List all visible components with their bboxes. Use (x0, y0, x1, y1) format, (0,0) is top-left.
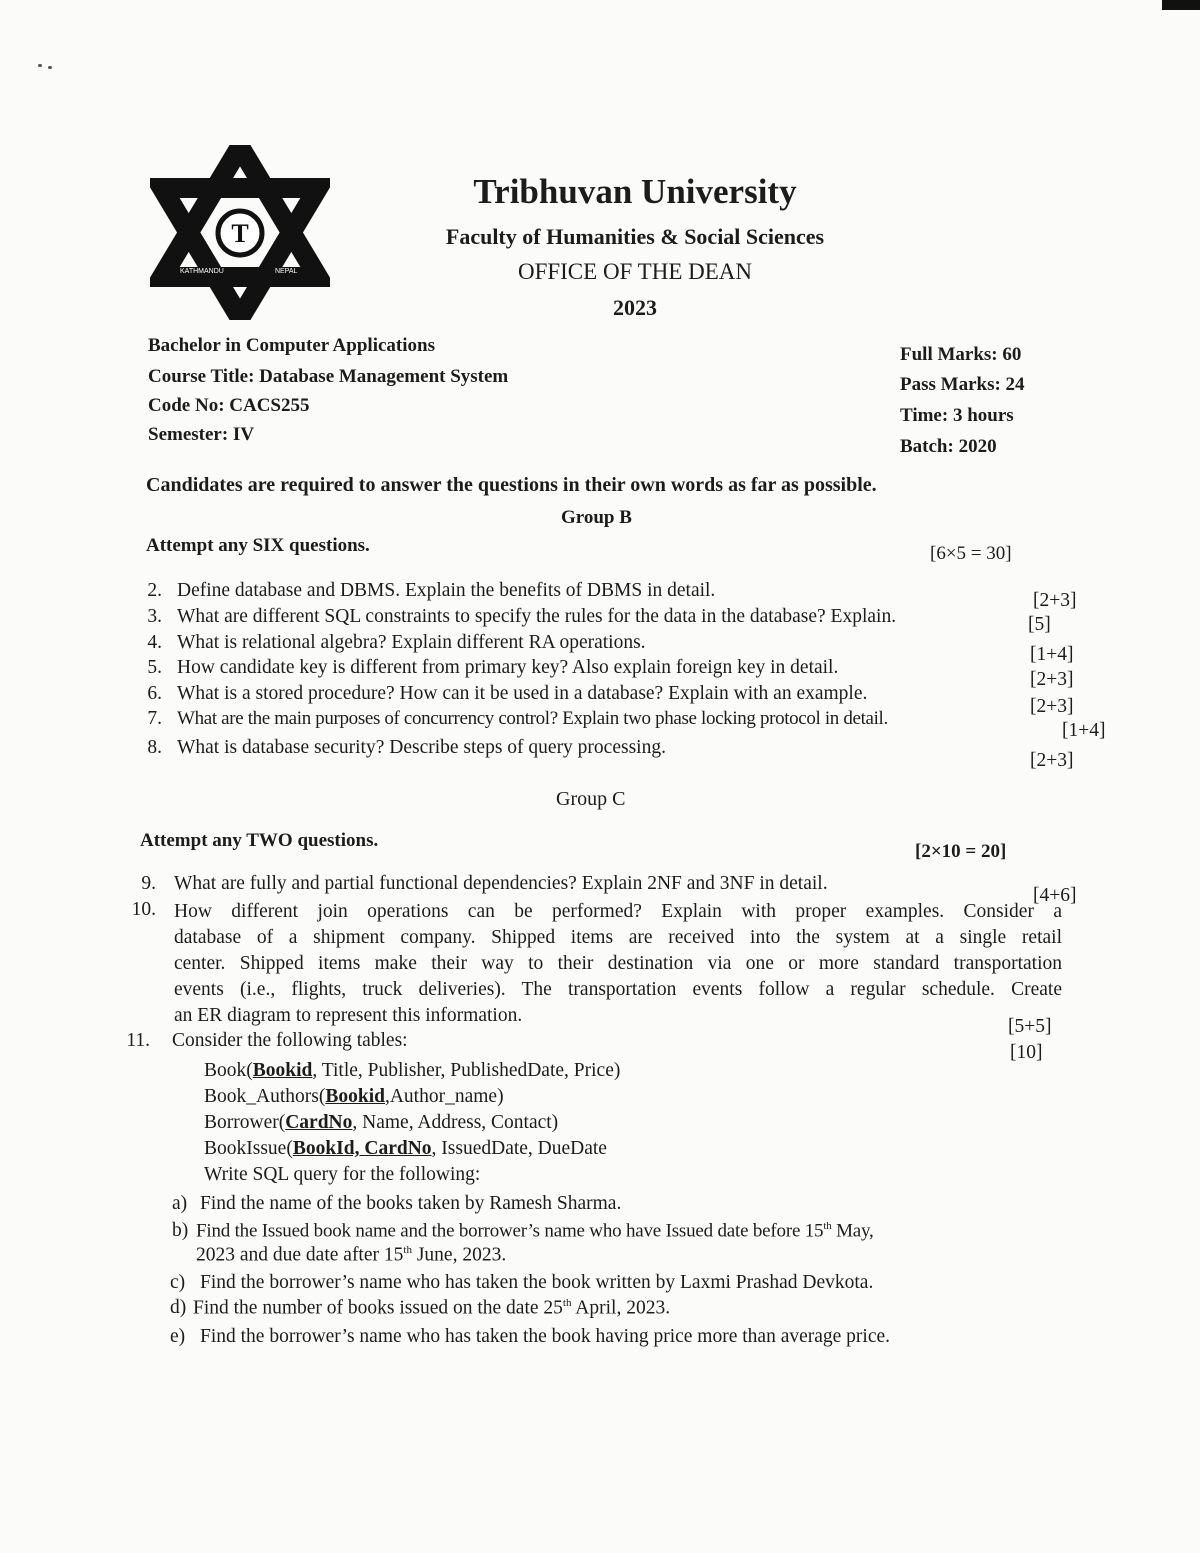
question-number: 10. (131, 899, 156, 920)
question-text: What is relational algebra? Explain different RA operations. (177, 632, 646, 653)
part-label: d) (170, 1297, 187, 1318)
question-text: How candidate key is different from primary key? Also explain foreign key in detail. (177, 657, 839, 678)
table-bookissue (204, 1138, 607, 1160)
question-marks: [5] (1028, 614, 1051, 635)
part-label: a) (172, 1193, 188, 1214)
question-line: an ER diagram to represent this information. (174, 1005, 523, 1026)
part-label: e) (170, 1326, 186, 1347)
scan-speck (38, 64, 42, 67)
part-label: c) (170, 1272, 186, 1293)
scan-mark (1162, 0, 1200, 10)
ordinal-suffix: th (823, 1220, 832, 1232)
question-line: events (i.e., flights, truck deliveries). The transportation events follow a regular schedule. Create (174, 979, 1062, 1000)
question-line: How different join operations can be performed? Explain with proper examples. Consider a (174, 901, 1062, 922)
university-name: Tribhuvan University (473, 172, 797, 211)
question-text: Define database and DBMS. Explain the benefits of DBMS in detail. (177, 580, 716, 601)
question-marks: [5+5] (1008, 1016, 1052, 1037)
question-line: center. Shipped items make their way to their destination via one or more standard transportation (174, 953, 1062, 974)
primary-key: Bookid (325, 1086, 385, 1107)
logo-text-nepal: NEPAL (275, 268, 298, 275)
general-instruction: Candidates are required to answer the questions in their own words as far as possible. (146, 474, 877, 496)
part-text-segment: June, 2023. (411, 1244, 507, 1266)
table-book (204, 1060, 620, 1082)
question-marks: [2+3] (1030, 750, 1074, 771)
exam-time: Time: 3 hours (900, 405, 1014, 426)
question-marks: [1+4] (1062, 720, 1106, 741)
part-text-segment: April, 2023. (571, 1297, 671, 1319)
question-marks: [4+6] (1033, 885, 1077, 906)
table-columns: , Title, Publisher, PublishedDate, Price) (312, 1060, 621, 1081)
full-marks: Full Marks: 60 (900, 344, 1022, 365)
logo-text-kathmandu: KATHMANDU (180, 268, 224, 275)
question-marks: [1+4] (1030, 644, 1074, 665)
semester: Semester: IV (148, 424, 255, 445)
group-c-instruction: Attempt any TWO questions. (140, 830, 379, 851)
course-code: Code No: CACS255 (148, 395, 310, 416)
group-c-title: Group C (556, 788, 626, 810)
office-name: OFFICE OF THE DEAN (517, 259, 753, 284)
primary-key: Bookid (252, 1060, 313, 1081)
exam-year: 2023 (613, 295, 657, 320)
question-number: 2. (147, 580, 162, 601)
pass-marks: Pass Marks: 24 (900, 374, 1025, 395)
question-number: 9. (141, 873, 156, 894)
question-number: 11. (126, 1030, 150, 1051)
table-name: Borrower( (204, 1112, 286, 1133)
part-text (193, 1297, 670, 1320)
group-b-title: Group B (561, 507, 632, 528)
question-text: What are fully and partial functional dependencies? Explain 2NF and 3NF in detail. (174, 873, 828, 894)
part-text: Find the borrower’s name who has taken the book written by Laxmi Prashad Devkota. (200, 1272, 874, 1293)
question-marks: [2+3] (1030, 669, 1074, 690)
course-title: Course Title: Database Management System (148, 366, 509, 387)
part-text-segment: 2023 and due date after 15 (196, 1244, 404, 1266)
question-number: 3. (147, 606, 162, 627)
part-text: Find the borrower’s name who has taken the book having price more than average price. (200, 1326, 891, 1347)
scan-speck (48, 66, 52, 69)
question-marks: [2+3] (1030, 696, 1074, 717)
group-b-total: [6×5 = 30] (930, 543, 1012, 564)
table-book-authors (204, 1086, 504, 1108)
ordinal-suffix: th (403, 1244, 412, 1256)
question-number: 4. (147, 632, 162, 653)
table-columns: , IssuedDate, DueDate (431, 1138, 607, 1159)
part-text-line2 (196, 1244, 506, 1267)
svg-text:T: T (231, 219, 249, 248)
question-text: What is a stored procedure? How can it be used in a database? Explain with an example. (177, 683, 868, 704)
part-text-segment: Find the Issued book name and the borrower’s name who have Issued date before 15 (196, 1220, 824, 1242)
question-text: What are the main purposes of concurrency control? Explain two phase locking protocol in detail. (177, 708, 888, 729)
question-text: Consider the following tables: (172, 1030, 408, 1051)
primary-key: CardNo (285, 1112, 353, 1133)
group-c-total: [2×10 = 20] (915, 841, 1007, 862)
table-name: Book( (204, 1060, 253, 1081)
question-text (174, 899, 1062, 1029)
table-columns: , Name, Address, Contact) (352, 1112, 559, 1133)
question-text: What is database security? Describe steps of query processing. (177, 737, 666, 758)
question-line: database of a shipment company. Shipped items are received into the system at a single retail (174, 927, 1062, 948)
ordinal-suffix: th (562, 1297, 572, 1309)
table-name: BookIssue( (204, 1138, 293, 1159)
question-marks: [10] (1010, 1042, 1043, 1063)
program-name: Bachelor in Computer Applications (148, 335, 435, 356)
question-marks: [2+3] (1033, 590, 1077, 611)
table-name: Book_Authors( (204, 1086, 326, 1107)
table-columns: ,Author_name) (384, 1086, 504, 1107)
table-borrower (204, 1112, 558, 1134)
sql-instruction: Write SQL query for the following: (204, 1164, 481, 1185)
batch: Batch: 2020 (900, 436, 997, 457)
part-text-segment: Find the number of books issued on the date 25 (193, 1297, 563, 1319)
question-text: What are different SQL constraints to specify the rules for the data in the database? Explain. (177, 606, 897, 627)
faculty-name: Faculty of Humanities & Social Sciences (445, 224, 825, 249)
question-number: 7. (147, 708, 162, 729)
primary-key: BookId, CardNo (292, 1138, 432, 1159)
part-text-segment: May, (831, 1220, 874, 1242)
part-text (196, 1220, 874, 1242)
question-number: 5. (147, 657, 162, 678)
question-number: 6. (147, 683, 162, 704)
part-label: b) (172, 1220, 189, 1241)
group-b-instruction: Attempt any SIX questions. (146, 535, 370, 556)
part-text: Find the name of the books taken by Ramesh Sharma. (200, 1193, 622, 1214)
question-number: 8. (147, 737, 162, 758)
